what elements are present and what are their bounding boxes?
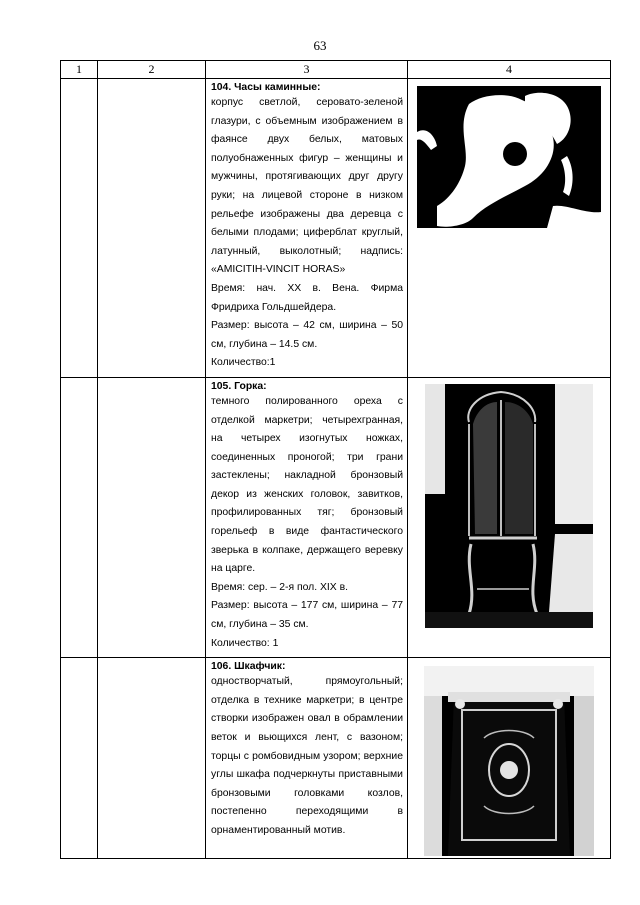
item-time: Время: сер. – 2-я пол. XIX в. (211, 581, 349, 593)
item-title: 106. Шкафчик: (211, 661, 286, 673)
table-row (61, 79, 611, 378)
cell-col-1 (61, 79, 98, 378)
item-description: одностворчатый, прямоугольный; отделка в технике маркетри; в центре створки изображен овал в обрамлении веток и вьющихся лент, с вазоном; торцы с ромбовидным узором; верхние углы шкафа подчеркнуты приставными бронзовыми головками козлов, постепенно переходящими в орнаментированный мотив. (211, 676, 403, 836)
header-col-3: 3 (206, 61, 408, 79)
table-header-row (61, 61, 611, 79)
item-size: Размер: высота – 42 см, ширина – 50 см, глубина – 14.5 см. (211, 320, 403, 350)
item-title: 104. Часы каминные: (211, 82, 321, 93)
table-row (61, 377, 611, 657)
item-photo-cell (408, 377, 611, 657)
header-col-4: 4 (408, 61, 611, 79)
cell-col-2 (98, 79, 206, 378)
item-title: 105. Горка: (211, 380, 267, 392)
item-description-cell (206, 79, 408, 378)
item-description: темного полированного ореха с отделкой маркетри; четырехгранная, на четырех изогнутых ножках, соединенных проногой; три грани застеклены; накладной бронзовый декор из женских головок, завитков, профилированных тяг; бронзовый горельеф в виде фантастического зверька в колпаке, держащего веревку на царге. (211, 395, 403, 575)
cell-col-1 (61, 377, 98, 657)
cabinet-photo (425, 384, 593, 628)
item-photo-cell (408, 658, 611, 859)
header-col-2: 2 (98, 61, 206, 79)
item-description-cell (206, 658, 408, 859)
item-size: Размер: высота – 177 см, ширина – 77 см, глубина – 35 см. (211, 600, 403, 631)
table-row (61, 658, 611, 859)
item-photo-cell (408, 79, 611, 378)
catalog-table (60, 60, 611, 859)
clock-photo (417, 86, 601, 228)
cell-col-1 (61, 658, 98, 859)
item-quantity: Количество:1 (211, 357, 276, 369)
cell-col-2 (98, 377, 206, 657)
item-time: Время: нач. XX в. Вена. Фирма Фридриха Гольдшейдера. (211, 282, 403, 313)
header-col-1: 1 (61, 61, 98, 79)
cupboard-photo (424, 666, 594, 856)
cell-col-2 (98, 658, 206, 859)
item-description: корпус светлой, серовато-зеленой глазури, с объемным изображением в фаянсе двух белых, матовых полуобнаженных фигур – женщины и мужчины, протягивающих друг другу руки; на лицевой стороне в низком рельефе изображены два деревца с белыми плодами; циферблат круглый, латунный, выколотный; надпись: «AMICITIH-VINCIT HORAS» (211, 97, 403, 276)
page-number: 63 (313, 38, 327, 53)
item-quantity: Количество: 1 (211, 637, 279, 649)
item-description-cell (206, 377, 408, 657)
